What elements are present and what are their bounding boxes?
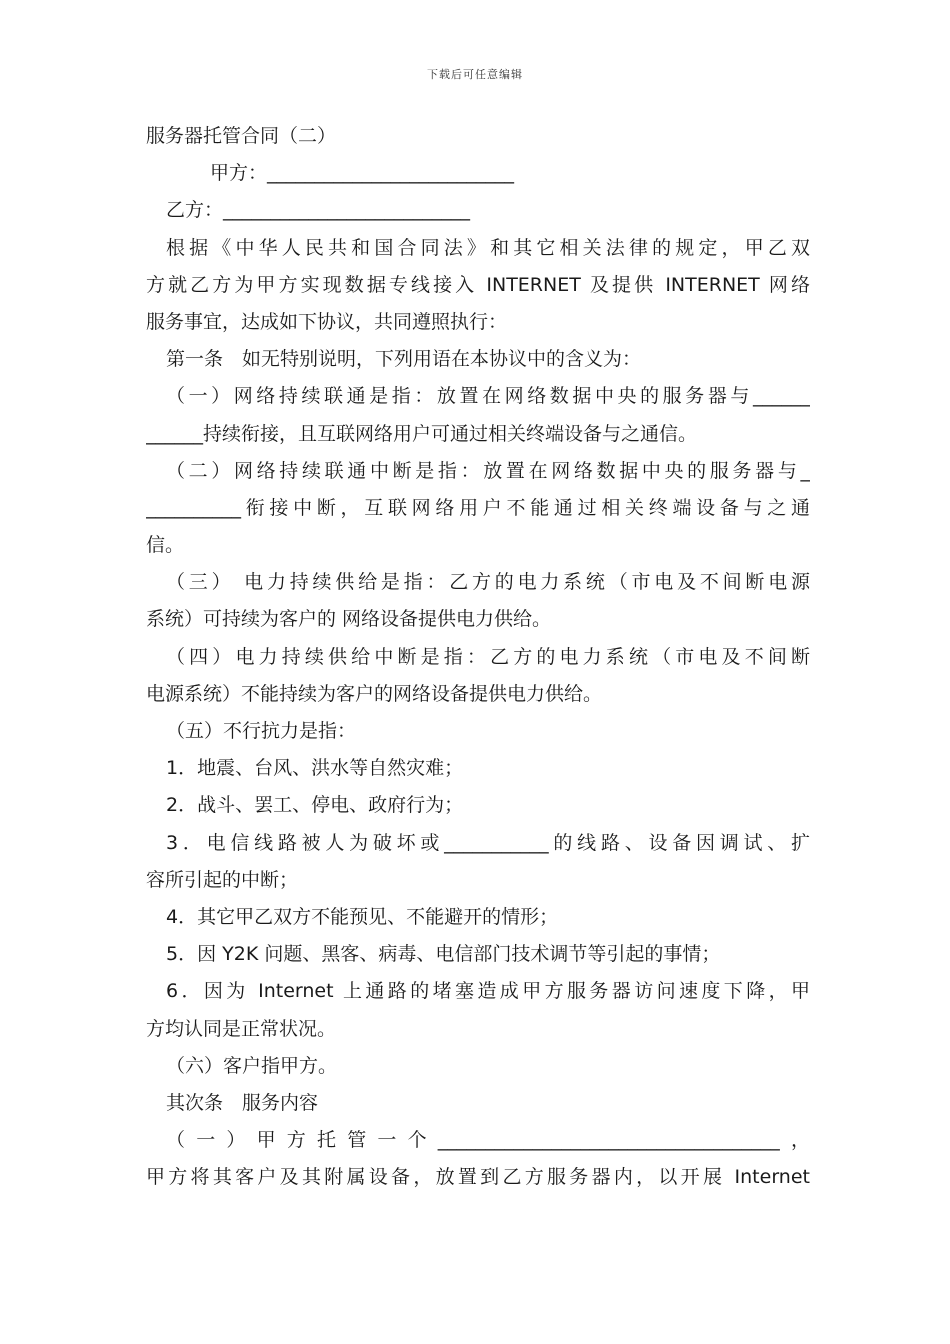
- text-line: ______持续衔接，且互联网络用户可通过相关终端设备与之通信。: [146, 422, 698, 445]
- text-line: 方就乙方为甲方实现数据专线接入 INTERNET 及提供 INTERNET 网络: [146, 273, 810, 296]
- text-line: 3．电信线路被人为破坏或___________的线路、设备因调试、扩: [166, 831, 810, 854]
- text-line: 服务事宜，达成如下协议，共同遵照执行：: [146, 310, 508, 333]
- text-line: 6．因为 Internet 上通路的堵塞造成甲方服务器访问速度下降，甲: [166, 980, 810, 1003]
- text-line: （二）网络持续联通中断是指：放置在网络数据中央的服务器与_: [166, 459, 810, 482]
- text-line: （四）电力持续供给中断是指：乙方的电力系统（市电及不间断: [166, 645, 810, 668]
- text-line: 其次条 服务内容: [166, 1091, 319, 1114]
- text-line: 5．因 Y2K 问题、黑客、病毒、电信部门技术调节等引起的事情；: [166, 943, 721, 966]
- text-line: （一）甲方托管一个____________________________________，: [166, 1129, 810, 1152]
- text-line: 根据《中华人民共和国合同法》和其它相关法律的规定，甲乙双: [166, 236, 810, 259]
- text-line: 信。: [146, 534, 185, 557]
- text-line: __________衔接中断，互联网络用户不能通过相关终端设备与之通: [146, 496, 810, 519]
- text-line: 方均认同是正常状况。: [146, 1017, 337, 1040]
- text-line: 2．战斗、罢工、停电、政府行为；: [166, 794, 464, 817]
- text-line: （三） 电力持续供给是指：乙方的电力系统（市电及不间断电源: [166, 571, 810, 594]
- text-line: 服务器托管合同（二）: [146, 125, 337, 147]
- page-header-note: 下载后可任意编辑: [427, 68, 523, 81]
- text-line: （六）客户指甲方。: [166, 1054, 338, 1077]
- text-line: 系统）可持续为客户的 网络设备提供电力供给。: [146, 608, 552, 631]
- document-body: [146, 118, 810, 1196]
- text-line: 1．地震、台风、洪水等自然灾难；: [166, 757, 464, 780]
- text-line: 乙方：__________________________: [166, 199, 471, 222]
- text-line: 甲方：__________________________: [210, 162, 515, 185]
- text-line: 容所引起的中断；: [146, 868, 299, 891]
- text-line: 4．其它甲乙双方不能预见、不能避开的情形；: [166, 905, 559, 928]
- text-line: 电源系统）不能持续为客户的网络设备提供电力供给。: [146, 682, 603, 705]
- text-line: 第一条 如无特别说明，下列用语在本协议中的含义为：: [166, 348, 642, 371]
- text-line: （一）网络持续联通是指：放置在网络数据中央的服务器与______: [166, 385, 810, 408]
- text-line: （五）不行抗力是指：: [166, 720, 357, 742]
- text-line: 甲方将其客户及其附属设备，放置到乙方服务器内，以开展 Internet: [146, 1166, 810, 1189]
